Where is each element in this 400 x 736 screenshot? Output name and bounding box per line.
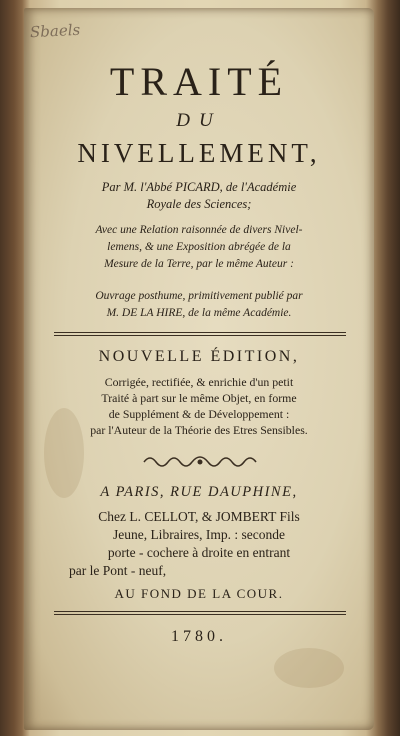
double-rule (54, 611, 346, 615)
description-line: Mesure de la Terre, par le même Auteur : (104, 258, 294, 270)
publication-year: 1780. (171, 628, 227, 645)
double-rule (54, 332, 346, 336)
book-title: TRAITÉ (109, 59, 289, 104)
edition-line: de Supplément & de Développement : (108, 407, 290, 421)
publisher-line: Chez L. CELLOT, & JOMBERT Fils (98, 509, 300, 524)
imprint-location: AU FOND DE LA COUR. (114, 586, 284, 601)
publisher-line: par le Pont - neuf, (69, 563, 167, 578)
publisher-line: porte - cochere à droite en entrant (107, 545, 291, 560)
printer-ornament (140, 450, 260, 474)
edition-line: par l'Auteur de la Théorie des Etres Sensibles. (90, 423, 308, 437)
edition-heading: NOUVELLE ÉDITION, (98, 348, 300, 365)
title-du: DU (176, 110, 222, 131)
title-page (24, 8, 374, 730)
description-line: M. DE LA HIRE, de la même Académie. (106, 307, 292, 319)
edition-line: Traité à part sur le même Objet, en forme (101, 391, 297, 405)
publisher-line: Jeune, Libraires, Imp. : seconde (112, 527, 286, 542)
book-subject: NIVELLEMENT, (77, 138, 321, 168)
description-line: Ouvrage posthume, primitivement publié par (95, 290, 303, 302)
edition-line: Corrigée, rectifiée, & enrichie d'un petit (104, 375, 294, 389)
paper-stain (274, 648, 344, 688)
author-line: Par M. l'Abbé PICARD, de l'Académie (101, 180, 297, 194)
imprint-place: A PARIS, RUE DAUPHINE, (100, 484, 298, 500)
description-line: Avec une Relation raisonnée de divers Nivel- (95, 224, 303, 236)
description-line: lemens, & une Exposition abrégée de la (107, 241, 291, 253)
handwritten-note: Sbaels (29, 20, 81, 42)
author-line: Royale des Sciences; (146, 197, 252, 211)
